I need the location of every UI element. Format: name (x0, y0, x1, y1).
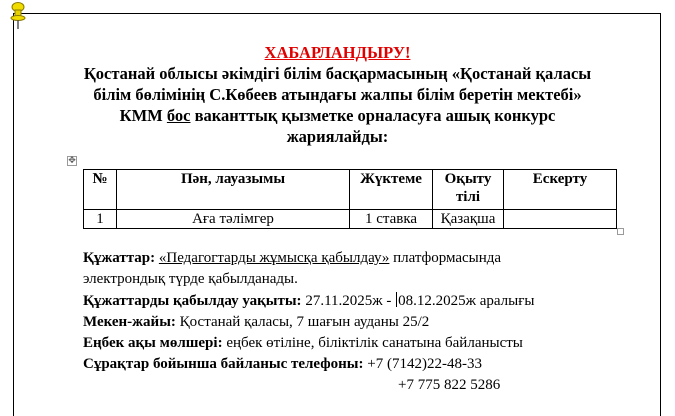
cell-position[interactable]: Аға тәлімгер (117, 210, 350, 229)
announcement-line-4: жариялайды: (286, 127, 389, 146)
address-value: Қостанай қаласы, 7 шағын ауданы 25/2 (175, 314, 430, 330)
period-start: 27.11.2025ж - (301, 293, 392, 309)
line3-prefix: КММ (119, 106, 167, 125)
period-line (83, 291, 534, 312)
platform-link[interactable]: «Педагогтарды жұмысқа қабылдау» (158, 250, 390, 266)
documents-text: платформасында (389, 250, 502, 266)
period-end: 08.12.2025ж аралығы (398, 293, 535, 309)
table-row (84, 210, 617, 229)
address-label: Мекен-жайы: (83, 314, 176, 330)
cell-load[interactable]: 1 ставка (350, 210, 433, 229)
period-label: Құжаттарды қабылдау уақыты: (83, 293, 302, 309)
table-header-row (84, 170, 617, 210)
salary-value: еңбек өтіліне, біліктілік санатына байланысты (222, 335, 523, 351)
salary-line (83, 333, 523, 354)
header-position: Пән, лауазымы (117, 170, 350, 210)
table-resize-handle-icon[interactable] (617, 228, 624, 235)
phone-line (83, 354, 482, 375)
address-line (83, 312, 429, 333)
line3-suffix: ваканттық қызметке орналасуға ашық конкурс (190, 106, 556, 125)
documents-line-2: электрондық түрде қабылданады. (83, 271, 298, 287)
header-language: Оқыту тілі (433, 170, 504, 210)
pushpin-icon[interactable] (10, 2, 26, 30)
vacancy-table (83, 169, 617, 229)
announcement-line-2: білім бөлімінің С.Көбеев атындағы жалпы білім беретін мектебі» (93, 85, 582, 104)
announcement-line-1: Қостанай облысы әкімдігі білім басқармасының «Қостанай қаласы (83, 64, 592, 83)
documents-line (83, 248, 501, 269)
documents-label: Құжаттар: (83, 250, 156, 266)
phone-label: Сұрақтар бойынша байланыс телефоны: (83, 356, 364, 372)
phone-2: +7 775 822 5286 (398, 377, 501, 393)
text-cursor (396, 292, 397, 307)
line3-underlined: бос (166, 106, 191, 125)
header-note: Ескерту (504, 170, 617, 210)
header-number: № (84, 170, 117, 210)
table-move-handle-icon[interactable]: ✥ (68, 156, 76, 166)
cell-note[interactable] (504, 210, 617, 229)
announcement-line-3 (0, 105, 675, 126)
phone-1: +7 (7142)22-48-33 (363, 356, 482, 372)
cell-number[interactable]: 1 (84, 210, 117, 229)
announcement-title: ХАБАРЛАНДЫРУ! (264, 43, 411, 62)
salary-label: Еңбек ақы мөлшері: (83, 335, 223, 351)
header-load: Жүктеме (350, 170, 433, 210)
cell-language[interactable]: Қазақша (433, 210, 504, 229)
